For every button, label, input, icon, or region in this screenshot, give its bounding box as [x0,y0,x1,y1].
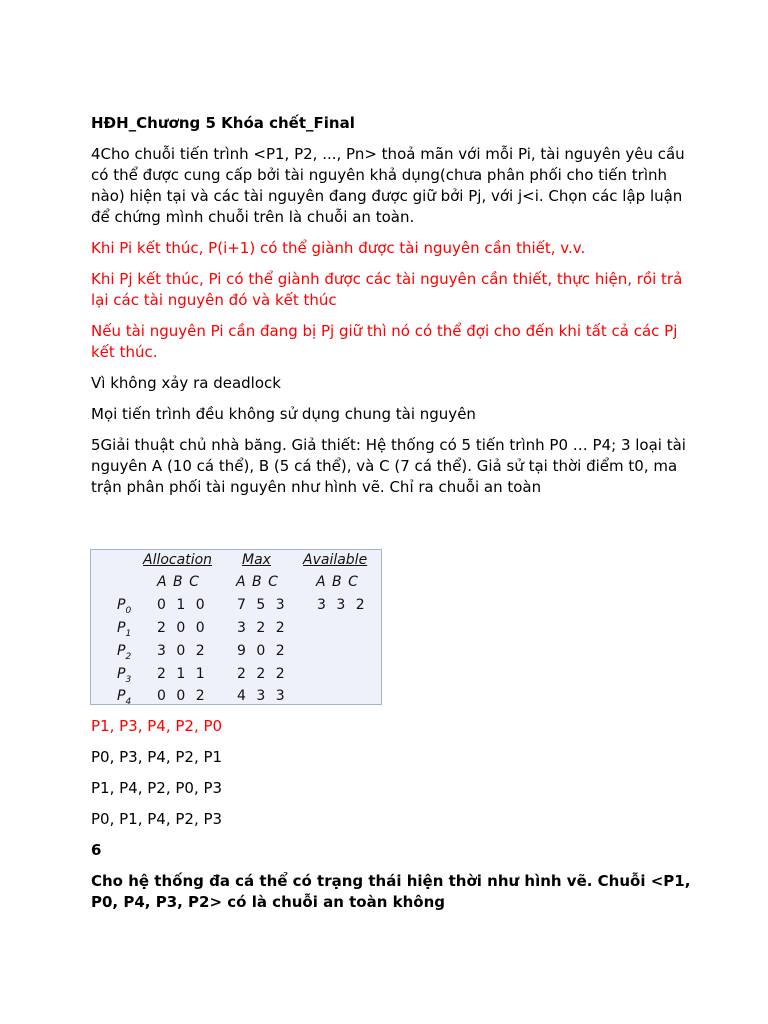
max-cell: 2 2 2 [237,666,288,682]
q4-option-2: Khi Pj kết thúc, Pi có thể giành được các tài nguyên cần thiết, thực hiện, rồi trả lại các tài nguyên đó và kết thúc [91,270,683,309]
q6-question: Cho hệ thống đa cá thể có trạng thái hiện thời như hình vẽ. Chuỗi <P1, P0, P4, P3, P2> có là chuỗi an toàn không [91,872,691,911]
available-subheader: A B C [316,574,359,590]
max-header: Max [242,552,271,568]
document-title: HĐH_Chương 5 Khóa chết_Final [91,114,355,132]
allocation-cell: 2 1 1 [157,666,208,682]
available-header: Available [303,552,368,568]
q4-option-1: Khi Pi kết thúc, P(i+1) có thể giành được tài nguyên cần thiết, v.v. [91,239,586,257]
allocation-cell: 0 1 0 [157,597,208,613]
q5-option-4: P0, P1, P4, P2, P3 [91,810,223,828]
q6-number: 6 [91,841,102,859]
q5-option-2: P0, P3, P4, P2, P1 [91,748,223,766]
max-cell: 9 0 2 [237,643,288,659]
process-label: $P_3$ [117,666,132,685]
max-cell: 4 3 3 [237,688,288,704]
q5-question: 5Giải thuật chủ nhà băng. Giả thiết: Hệ thống có 5 tiến trình P0 … P4; 3 loại tài nguyên A (10 cá thể), B (5 cá thể), và C (7 cá thể). Giả sử tại thời điểm t0, ma trận phân phối tài nguyên như hình vẽ. Chỉ ra chuỗi an toàn [91,436,686,496]
available-cell: 3 3 2 [317,597,368,613]
document-body [91,113,691,498]
q4-option-4: Vì không xảy ra deadlock [91,374,281,392]
q5-option-1: P1, P3, P4, P2, P0 [91,717,223,735]
max-subheader: A B C [236,574,279,590]
allocation-cell: 0 0 2 [157,688,208,704]
q5-option-3: P1, P4, P2, P0, P3 [91,779,223,797]
q5-answers [91,716,691,913]
process-label: $P_0$ [117,597,132,616]
allocation-cell: 2 0 0 [157,620,208,636]
q4-option-3: Nếu tài nguyên Pi cần đang bị Pj giữ thì nó có thể đợi cho đến khi tất cả các Pj kết thúc. [91,322,678,361]
process-label: $P_4$ [117,688,132,707]
allocation-cell: 3 0 2 [157,643,208,659]
q4-option-5: Mọi tiến trình đều không sử dụng chung tài nguyên [91,405,476,423]
allocation-header: Allocation [143,552,213,568]
allocation-subheader: A B C [157,574,200,590]
max-cell: 7 5 3 [237,597,288,613]
max-cell: 3 2 2 [237,620,288,636]
bankers-table-figure [90,549,382,705]
process-label: $P_1$ [117,620,132,639]
q4-question: 4Cho chuỗi tiến trình <P1, P2, ..., Pn> thoả mãn với mỗi Pi, tài nguyên yêu cầu có thể được cung cấp bởi tài nguyên khả dụng(chưa phân phối cho tiến trình nào) hiện tại và các tài nguyên đang được giữ bởi Pj, với j<i. Chọn các lập luận để chứng mình chuỗi trên là chuỗi an toàn. [91,145,685,226]
process-label: $P_2$ [117,643,132,662]
